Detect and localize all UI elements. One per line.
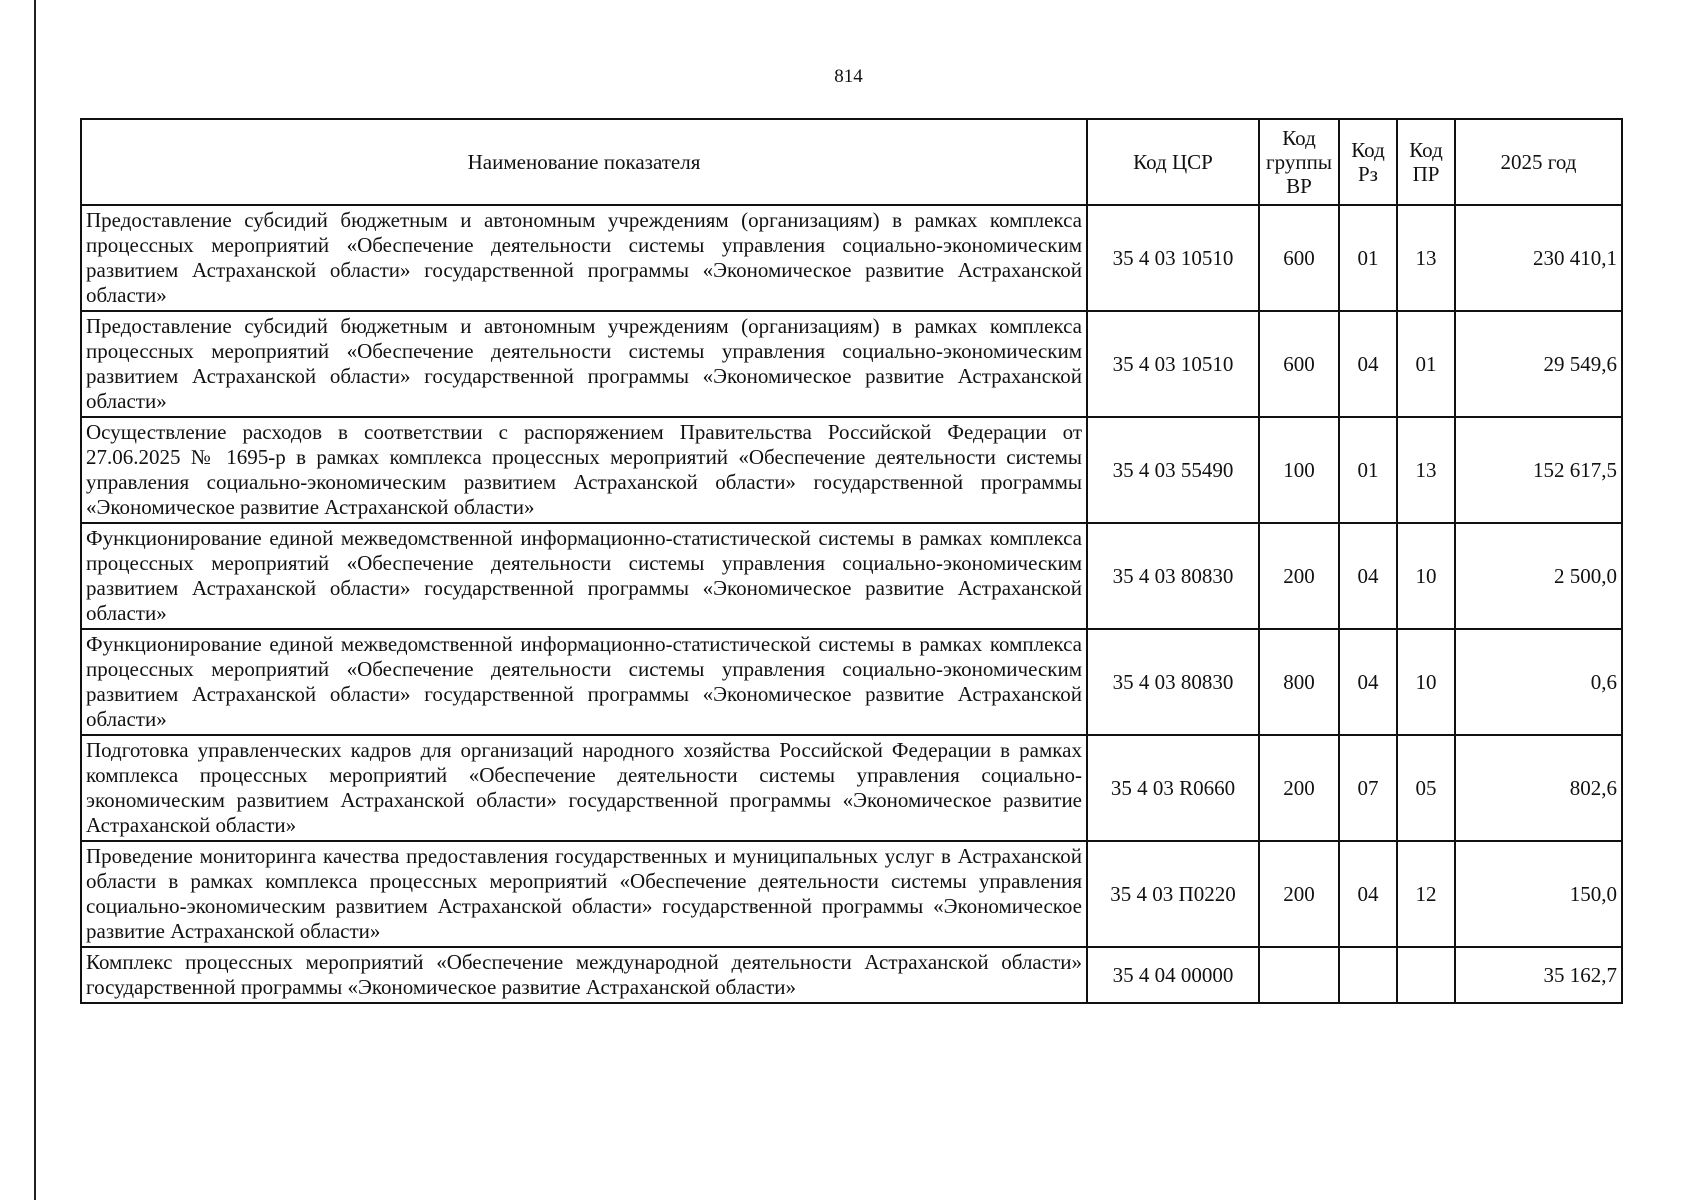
row-name: Комплекс процессных мероприятий «Обеспечение международной деятельности Астраханской области» государственной программы «Экономическое развитие Астраханской области»	[81, 947, 1087, 1003]
row-csr: 35 4 03 10510	[1087, 311, 1259, 417]
row-pr: 12	[1397, 841, 1455, 947]
row-vr: 800	[1259, 629, 1339, 735]
header-year: 2025 год	[1455, 119, 1622, 205]
header-csr: Код ЦСР	[1087, 119, 1259, 205]
row-amount: 230 410,1	[1455, 205, 1622, 311]
row-csr: 35 4 03 55490	[1087, 417, 1259, 523]
row-rz: 04	[1339, 523, 1397, 629]
row-amount: 150,0	[1455, 841, 1622, 947]
table-row	[81, 417, 1622, 523]
row-vr: 200	[1259, 523, 1339, 629]
row-rz: 01	[1339, 205, 1397, 311]
row-name: Функционирование единой межведомственной информационно-статистической системы в рамках комплекса процессных мероприятий «Обеспечение деятельности системы управления социально-экономическим развитием Астраханской области» государственной программы «Экономическое развитие Астраханской области»	[81, 523, 1087, 629]
budget-table	[80, 118, 1623, 1004]
page-number: 814	[834, 66, 863, 87]
row-name: Предоставление субсидий бюджетным и автономным учреждениям (организациям) в рамках комплекса процессных мероприятий «Обеспечение деятельности системы управления социально-экономическим развитием Астраханской области» государственной программы «Экономическое развитие Астраханской области»	[81, 311, 1087, 417]
row-csr: 35 4 03 80830	[1087, 629, 1259, 735]
row-rz: 04	[1339, 629, 1397, 735]
row-rz: 01	[1339, 417, 1397, 523]
table-header-row	[81, 119, 1622, 205]
row-pr	[1397, 947, 1455, 1003]
table-row	[81, 841, 1622, 947]
row-amount: 29 549,6	[1455, 311, 1622, 417]
row-pr: 13	[1397, 417, 1455, 523]
table-row	[81, 205, 1622, 311]
header-vr: Код группы ВР	[1259, 119, 1339, 205]
row-rz	[1339, 947, 1397, 1003]
table-row	[81, 735, 1622, 841]
row-vr: 100	[1259, 417, 1339, 523]
header-name: Наименование показателя	[81, 119, 1087, 205]
row-pr: 10	[1397, 523, 1455, 629]
row-pr: 10	[1397, 629, 1455, 735]
row-name: Предоставление субсидий бюджетным и автономным учреждениям (организациям) в рамках комплекса процессных мероприятий «Обеспечение деятельности системы управления социально-экономическим развитием Астраханской области» государственной программы «Экономическое развитие Астраханской области»	[81, 205, 1087, 311]
table-row	[81, 523, 1622, 629]
row-amount: 0,6	[1455, 629, 1622, 735]
row-amount: 2 500,0	[1455, 523, 1622, 629]
row-rz: 07	[1339, 735, 1397, 841]
header-pr: Код ПР	[1397, 119, 1455, 205]
row-vr: 200	[1259, 841, 1339, 947]
row-vr: 600	[1259, 311, 1339, 417]
row-vr	[1259, 947, 1339, 1003]
row-csr: 35 4 03 10510	[1087, 205, 1259, 311]
row-name: Функционирование единой межведомственной информационно-статистической системы в рамках комплекса процессных мероприятий «Обеспечение деятельности системы управления социально-экономическим развитием Астраханской области» государственной программы «Экономическое развитие Астраханской области»	[81, 629, 1087, 735]
row-rz: 04	[1339, 311, 1397, 417]
row-csr: 35 4 04 00000	[1087, 947, 1259, 1003]
row-name: Осуществление расходов в соответствии с распоряжением Правительства Российской Федерации от 27.06.2025 № 1695-р в рамках комплекса процессных мероприятий «Обеспечение деятельности системы управления социально-экономическим развитием Астраханской области» государственной программы «Экономическое развитие Астраханской области»	[81, 417, 1087, 523]
row-csr: 35 4 03 80830	[1087, 523, 1259, 629]
row-amount: 802,6	[1455, 735, 1622, 841]
table-row	[81, 311, 1622, 417]
row-vr: 600	[1259, 205, 1339, 311]
row-amount: 152 617,5	[1455, 417, 1622, 523]
row-csr: 35 4 03 П0220	[1087, 841, 1259, 947]
row-vr: 200	[1259, 735, 1339, 841]
row-rz: 04	[1339, 841, 1397, 947]
table-row	[81, 947, 1622, 1003]
row-pr: 01	[1397, 311, 1455, 417]
row-amount: 35 162,7	[1455, 947, 1622, 1003]
row-name: Проведение мониторинга качества предоставления государственных и муниципальных услуг в Астраханской области в рамках комплекса процессных мероприятий «Обеспечение деятельности системы управления социально-экономическим развитием Астраханской области» государственной программы «Экономическое развитие Астраханской области»	[81, 841, 1087, 947]
header-rz: Код Рз	[1339, 119, 1397, 205]
row-name: Подготовка управленческих кадров для организаций народного хозяйства Российской Федерации в рамках комплекса процессных мероприятий «Обеспечение деятельности системы управления социально-экономическим развитием Астраханской области» государственной программы «Экономическое развитие Астраханской области»	[81, 735, 1087, 841]
table-row	[81, 629, 1622, 735]
row-pr: 05	[1397, 735, 1455, 841]
page-binding-line	[34, 0, 36, 1200]
row-pr: 13	[1397, 205, 1455, 311]
row-csr: 35 4 03 R0660	[1087, 735, 1259, 841]
